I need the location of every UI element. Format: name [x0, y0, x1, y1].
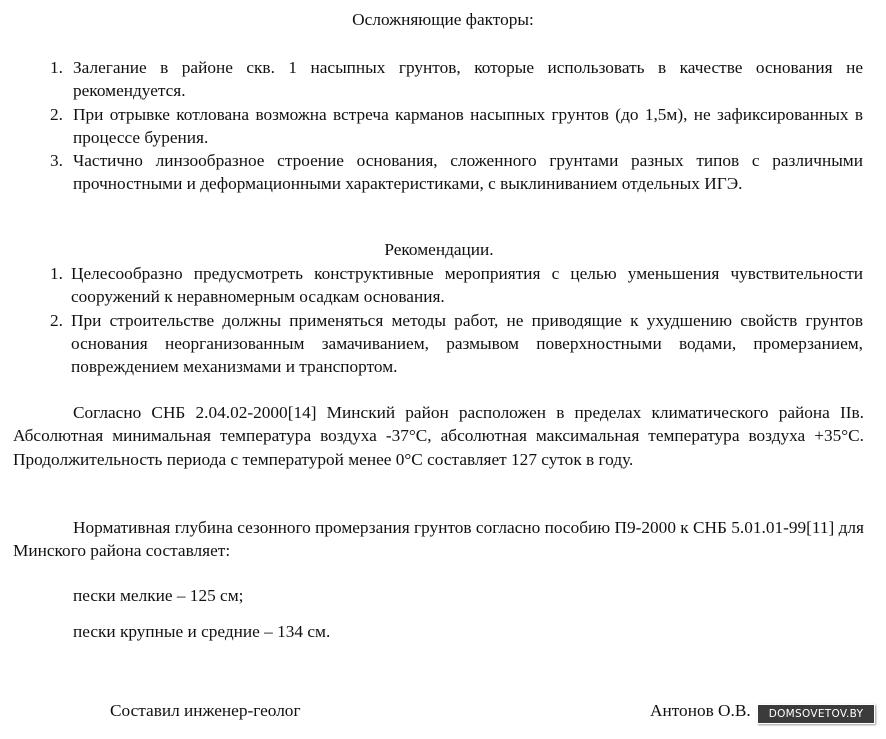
recommendations-title: Рекомендации. [384, 240, 494, 259]
list-item-number: 2. [50, 310, 63, 330]
freezing-paragraph: Нормативная глубина сезонного промерзания грунтов согласно пособию П9-2000 к СНБ 5.01.01-99[11] для Минского района составляет: [13, 518, 864, 561]
list-item-number: 2. [50, 104, 63, 124]
freezing-value-coarse-sand: пески крупные и средние – 134 см. [73, 622, 331, 641]
list-item [50, 262, 863, 309]
list-item-text: Частично линзообразное строение основания, сложенного грунтами разных типов с различными прочностными и деформационными характеристиками, с выклиниванием отдельных ИГЭ. [73, 151, 863, 194]
list-item-number: 1. [50, 58, 63, 77]
recommendations-list [0, 262, 886, 378]
list-item [50, 309, 863, 379]
list-item-text: При отрывке котлована возможна встреча карманов насыпных грунтов (до 1,5м), не зафиксированных в процессе бурения. [73, 104, 863, 147]
list-item [50, 103, 863, 150]
complications-title: Осложняющие факторы: [352, 10, 534, 29]
freezing-value-fine-sand: пески мелкие – 125 см; [73, 586, 244, 605]
list-item [50, 149, 863, 196]
complications-list [0, 56, 886, 196]
list-item-number: 1. [50, 264, 63, 283]
list-item-text: При строительстве должны применяться методы работ, не приводящие к ухудшению свойств грунтов основания неорганизованным замачиванием, размывом поверхностными водами, промерзанием, повреждением механизмами и транспортом. [71, 310, 863, 377]
signature-name: Антонов О.В. [650, 701, 751, 720]
list-item-text: Залегание в районе скв. 1 насыпных грунтов, которые использовать в качестве основания не рекомендуется. [73, 58, 863, 101]
list-item-text: Целесообразно предусмотреть конструктивные мероприятия с целью уменьшения чувствительности сооружений к неравномерным осадкам основания. [71, 264, 863, 307]
site-watermark: DOMSOVETOV.BY [757, 704, 875, 724]
climate-paragraph: Согласно СНБ 2.04.02-2000[14] Минский район расположен в пределах климатического района IIв. Абсолютная минимальная температура воздуха -37°С, абсолютная максимальная температура воздуха +35°С. Продолжительность периода с температурой менее 0°С составляет 127 суток в году. [13, 403, 864, 469]
list-item [50, 56, 863, 103]
signature-role: Составил инженер-геолог [110, 701, 301, 720]
list-item-number: 3. [50, 151, 63, 171]
